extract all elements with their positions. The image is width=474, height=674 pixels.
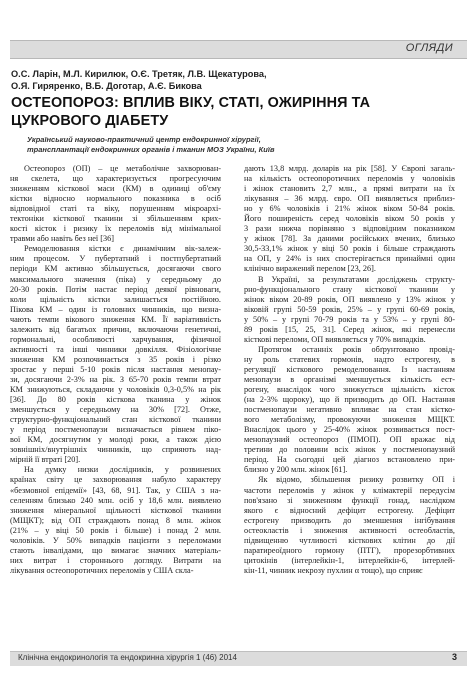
text-line: стають інвалідами, що вимагає значних матеріаль-: [10, 545, 221, 555]
text-line: структурно-функціональний стан кісткової тканини: [10, 415, 221, 425]
text-line: менопаузний остеопороз (ПМОП). ОП вражає від: [244, 435, 455, 445]
text-line: рогену, внаслідок чого знижується щільність кісток: [244, 385, 455, 395]
text-line: Як відомо, збільшення ризику розвитку ОП і: [258, 475, 455, 485]
text-line: активності та інші чинники довкілля. Фізіологічне: [10, 344, 221, 354]
text-line: 20-30 років. Потім настає період деякої рівноваги,: [10, 284, 221, 294]
text-line: 89 років [15, 25, 31]. Серед жінок, які перенесли: [244, 324, 455, 334]
body-column-left: [10, 164, 221, 576]
text-line: відповідної статі та віку, порушенням мікроархі-: [10, 204, 221, 214]
text-line: періоди КМ активно збільшується, досягаючи свого: [10, 264, 221, 274]
text-line: Ремоделювання кістки є динамічним вік-залеж-: [24, 244, 221, 254]
text-line: чають темпи вікового зниження КМ. Її варіативність: [10, 314, 221, 324]
text-line: остеокластів і зниження активності остеобластів,: [244, 525, 455, 535]
text-line: вої КМ, досягнутим у молоді роки, а також дією: [10, 435, 221, 445]
text-line: максимального значення (піка) у середньому до: [10, 274, 221, 284]
text-line: В Україні, за результатами досліджень структу-: [258, 274, 455, 284]
affiliation: [27, 135, 457, 154]
text-line: на кількість остеопоротичних переломів у чоловіків: [244, 174, 455, 184]
page-number: 3: [451, 652, 457, 662]
text-line: пов'язано зі зниженням функції гонад, наслідком: [244, 495, 455, 505]
title-line: ЦУКРОВОГО ДІАБЕТУ: [11, 112, 169, 129]
text-line: КМ знижуються, складаючи у чоловіків 0,3-0,5% на рік: [10, 385, 221, 395]
text-line: цитокінів (інтерлейкін-1, інтерлейкін-6, інтерлей-: [244, 555, 455, 565]
text-line: зниження КМ розпочинається з 35 років і різко: [10, 354, 221, 364]
text-line: но у 6% чоловіків і 21% жінок віком 50-84 років.: [244, 204, 455, 214]
text-line: третини до половини всіх жінок у постменопаузний: [244, 445, 455, 455]
text-line: у жінок [78]. За даними російських вчених, близько: [244, 234, 455, 244]
text-line: (на 2-3% щороку), що й призводить до ОП. Настання: [244, 395, 455, 405]
section-header-bar: [10, 40, 467, 59]
text-line: Пікова КМ – один із головних чинників, що визна-: [10, 304, 221, 314]
text-line: вого метаболізму, провокуючи зниження МЩКТ.: [244, 415, 455, 425]
text-line: ну роль статевих гормонів, надто естрогену, в: [244, 354, 455, 364]
text-line: зростає у перші 5-10 років після настання менопау-: [10, 364, 221, 374]
page-footer: [10, 651, 467, 666]
text-line: гормональні, особливості харчування, фізичної: [10, 334, 221, 344]
text-line: кісткові переломи, ОП виявляється у 70% випадків.: [244, 334, 426, 344]
text-line: країнах світу це захворювання набуло характеру: [10, 475, 221, 485]
text-line: естрогену призводить до зменшення інгібування: [244, 515, 455, 525]
text-line: менопаузи в організмі зменшується кількість ест-: [244, 374, 455, 384]
text-line: у 50% – у групі 70-79 років та у 53% – у групі 80-: [244, 314, 455, 324]
affiliation-line: трансплантації ендокринних органів і тканин МОЗ України, Київ: [27, 144, 275, 154]
text-line: травми або навіть без неї [36]: [10, 234, 115, 244]
text-line: Остеопороз (ОП) – це метаболічне захворюван-: [24, 164, 221, 173]
article-title: [11, 95, 466, 130]
text-line: частоти переломів у жінок у клімактерії передусім: [244, 485, 455, 495]
text-line: [36]. До 80 років кісткова тканина у жінок: [10, 395, 221, 405]
affiliation-line: Український науково-практичний центр ендокринної хірургії,: [27, 135, 261, 144]
text-line: На думку низки дослідників, у розвинених: [24, 465, 221, 475]
text-line: кістки відносно нормального показника в осіб: [10, 194, 221, 204]
author-list: [11, 68, 461, 93]
text-line: залежить від багатьох причин, включаючи генетичні,: [10, 324, 221, 334]
text-line: «безмовної епідемії» [43, 68, 91]. Так, у США з на-: [10, 485, 221, 495]
body-column-right: [244, 164, 455, 576]
title-line: ОСТЕОПОРОЗ: ВПЛИВ ВІКУ, СТАТІ, ОЖИРІННЯ ТА: [11, 95, 371, 111]
text-line: зменшується у середньому на 30% [72]. Отже,: [10, 405, 221, 415]
text-line: (21% – у віці 50 років і більше) і понад 2 млн.: [10, 525, 221, 535]
text-line: тектоніки кісткової тканини зі збільшенням крих-: [10, 214, 221, 224]
text-line: 3 рази нижча порівняно з відповідним показником: [244, 224, 455, 234]
text-line: віковій групі 50-59 років, 25% – у групі 60-69 років,: [244, 304, 455, 314]
text-line: підвищенню чутливості кісткових клітин до дії: [244, 535, 455, 545]
text-line: регуляції кісткового ремоделювання. Із настанням: [244, 364, 455, 374]
text-line: клінічно виражений перелом [23, 26].: [244, 264, 376, 274]
text-line: дають 13,8 млрд. доларів на рік [58]. У Європі загаль-: [244, 164, 455, 173]
text-line: постменопаузи негативно впливає на стан кістко-: [244, 405, 455, 415]
text-line: них витрат і стороннього догляду. Витрати на: [10, 555, 221, 565]
section-label: ОГЛЯДИ: [405, 42, 453, 54]
text-line: лікування остеопоротичних переломів у США скла-: [10, 565, 194, 575]
text-line: на ОП, у 24% із них спостерігається принаймні один: [244, 254, 455, 264]
text-line: мірній її втраті [20].: [10, 455, 81, 465]
text-line: 30,5-33,1% жінок у віці 50 років і більше страждають: [244, 244, 455, 254]
text-line: Його поширеність серед чоловіків віком 50 років у: [244, 214, 455, 224]
text-line: період. На сьогодні цей діагноз встановлено при-: [244, 455, 455, 465]
text-line: Протягом останніх років обґрунтовано провід-: [258, 344, 455, 354]
journal-name: Клінічна ендокринологія та ендокринна хірургія 1 (46) 2014: [18, 653, 237, 662]
author-line: О.Я. Гиряренко, В.Б. Доготар, А.Є. Бикова: [11, 81, 202, 92]
text-line: кін-11, чинник некрозу пухлин α тощо), що сприяє: [244, 565, 423, 575]
author-line: О.С. Ларін, М.Л. Кирилюк, О.Є. Третяк, Л.В. Щекатурова,: [11, 69, 267, 79]
text-line: Внаслідок цього у 25-40% жінок розвивається пост-: [244, 425, 455, 435]
text-line: паратиреоїдного гормону (ПТГ), прорезорбтивних: [244, 545, 455, 555]
text-line: зниження мінеральної щільності кісткової тканини: [10, 505, 221, 515]
text-line: лікування – 36 млрд. євро. ОП виявляється приблиз-: [244, 194, 455, 204]
text-line: ня скелета, що характеризується прогресуючим: [10, 174, 221, 184]
text-line: якого є відносний дефіцит естрогену. Дефіцит: [244, 505, 455, 515]
text-line: кості кісток і ризику їх переломів від мінімальної: [10, 224, 221, 234]
text-line: зи, досягаючи 2-3% на рік. З 65-70 років темпи втрат: [10, 374, 221, 384]
text-line: зовнішніх/внутрішніх чинників, що сприяють над-: [10, 445, 221, 455]
text-line: жінок віком 20-89 років, ОП виявлено у 13% жінок у: [244, 294, 455, 304]
text-line: рно-функціонального стану кісткової тканини у: [244, 284, 455, 294]
text-line: у період постменопаузи визначається рівнем піко-: [10, 425, 221, 435]
text-line: ним процесом. У пубертатний і постпубертатний: [10, 254, 221, 264]
text-line: (МЩКТ); від ОП страждають понад 8 млн. жінок: [10, 515, 221, 525]
text-line: зниженням кісткової маси (КМ) в одиниці об'єму: [10, 184, 221, 194]
text-line: чоловіків. У 50% випадків пацієнти з переломами: [10, 535, 221, 545]
text-line: коли щільність кістки залишається постійною.: [10, 294, 221, 304]
text-line: селенням близько 240 млн. осіб у 18,6 млн. виявлено: [10, 495, 221, 505]
text-line: і жінок становить 2,7 млн., а прямі витрати на їх: [244, 184, 455, 194]
text-line: близно у 200 млн. жінок [61].: [244, 465, 348, 475]
